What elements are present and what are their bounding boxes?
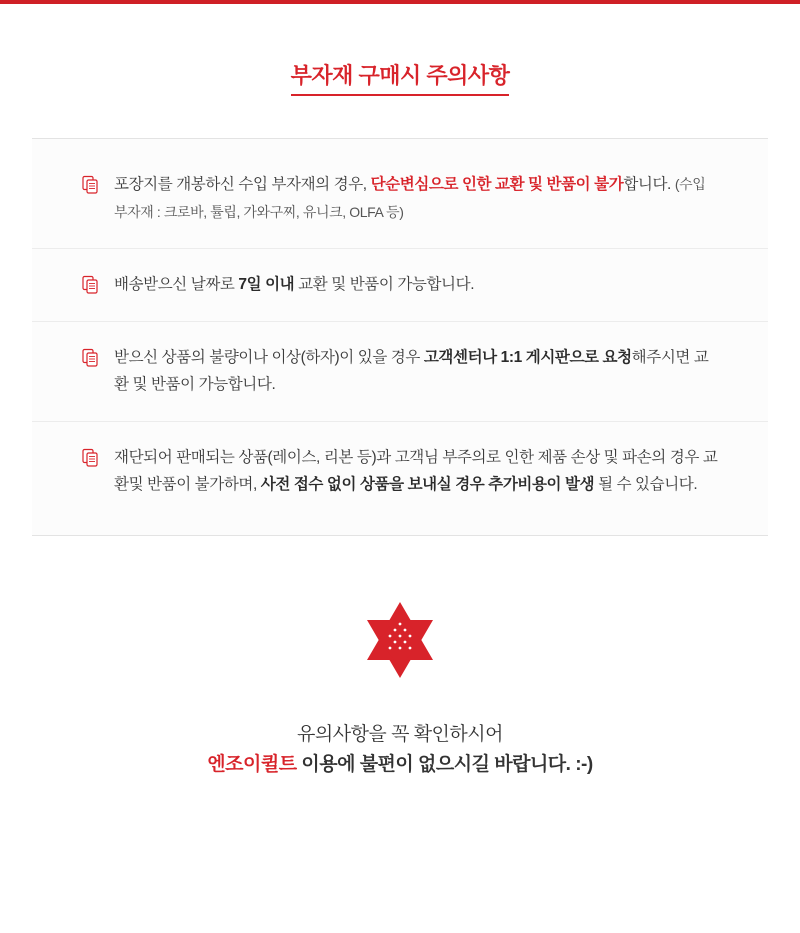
note-copy-icon	[82, 348, 100, 368]
notice-list	[32, 138, 768, 536]
notice-text: 받으신 상품의 불량이나 이상(하자)이 있을 경우 고객센터나 1:1 게시판으로 요청해주시면 교환 및 반품이 가능합니다.	[114, 348, 709, 394]
footer-line-2-rest: 이용에 불편이 없으시길 바랍니다. :-)	[296, 754, 593, 776]
list-item	[32, 149, 768, 249]
snowflake-star-ornament	[0, 598, 800, 682]
notice-text: 포장지를 개봉하신 수입 부자재의 경우, 단순변심으로 인한 교환 및 반품이 불가합니다. (수입 부자재 : 크로바, 튤립, 가와구찌, 유니크, OLFA 등)	[114, 176, 706, 220]
note-copy-icon	[82, 175, 100, 195]
list-item	[32, 422, 768, 521]
notice-text: 재단되어 판매되는 상품(레이스, 리본 등)과 고객님 부주의로 인한 제품 손상 및 파손의 경우 교환및 반품이 불가하며, 사전 접수 없이 상품을 보내실 경우 추가비용이 발생 될 수 있습니다.	[114, 448, 718, 494]
page-title	[0, 59, 800, 90]
footer-line-2	[0, 750, 800, 780]
top-accent-rule	[0, 0, 800, 4]
footer-message	[0, 720, 800, 781]
list-item	[32, 249, 768, 322]
brand-name: 엔조이퀼트	[207, 754, 297, 776]
note-copy-icon	[82, 275, 100, 295]
notice-text: 배송받으신 날짜로 7일 이내 교환 및 반품이 가능합니다.	[114, 276, 475, 294]
footer-line-1: 유의사항을 꼭 확인하시어	[297, 724, 503, 746]
note-copy-icon	[82, 448, 100, 468]
list-item	[32, 322, 768, 422]
page-title-text: 부자재 구매시 주의사항	[291, 63, 510, 96]
